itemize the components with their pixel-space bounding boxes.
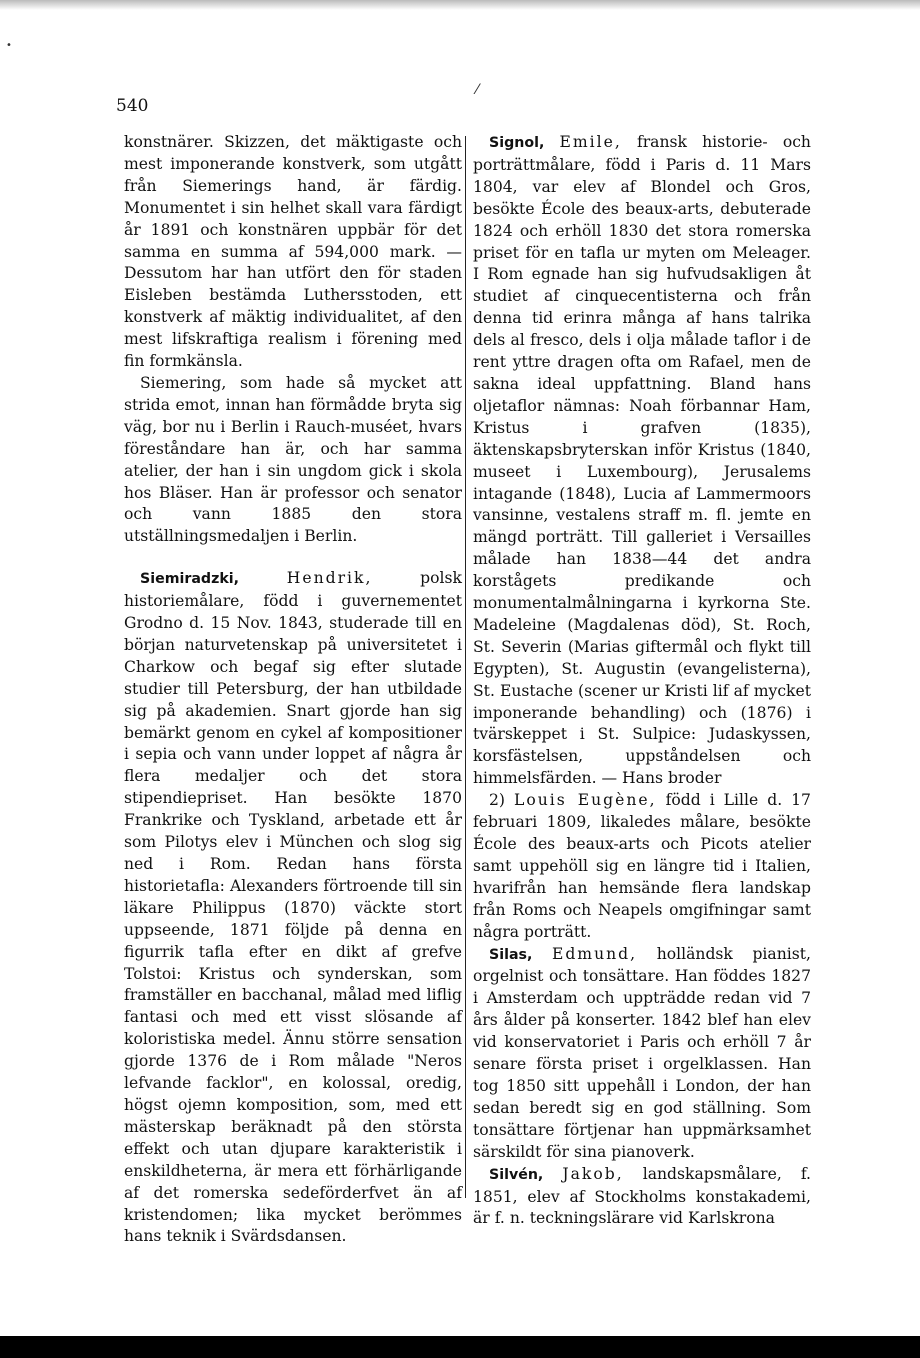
- scan-top-edge: [0, 0, 920, 10]
- entry-silven: [473, 1164, 811, 1231]
- scan-bottom-edge: [0, 1336, 920, 1358]
- entry-gap: [124, 548, 462, 568]
- page-number: 540: [116, 96, 149, 116]
- scan-mark: ⁄: [476, 82, 479, 98]
- given-name: Louis Eugène,: [514, 791, 657, 810]
- headword-silven: Silvén,: [489, 1166, 544, 1183]
- right-column: [473, 132, 811, 1230]
- paragraph-siemering-career: Siemering, som hade så mycket att strida emot, innan han förmådde bryta sig väg, bor nu i Berlin i Rauch-muséet, hvars föreståndare han är, och har samma atelier, der han i sin ungdom gick i skola hos Bläser. Han är professor och senator och vann 1885 den stora utställningsmedaljen i Berlin.: [124, 373, 462, 546]
- paragraph-siemering-continued: konstnärer. Skizzen, det mäktigaste och mest imponerande konstverk, som utgått från Siemerings hand, är färdig. Monumentet i sin helhet skall vara färdigt år 1891 och konstnären uppbär för det samma en summa af 594,000 mark. — Dessutom har han utfört den för staden Eisleben bestämda Luthersstoden, ett konstverk af mäktig individualitet, af den mest lifskraftiga realism i förening med fin formkänsla.: [124, 133, 462, 371]
- headword-signol: Signol,: [489, 135, 545, 151]
- column-divider: [465, 136, 466, 1198]
- given-name: Edmund,: [551, 944, 638, 963]
- entry-signol-brother: [473, 790, 811, 943]
- given-name: Hendrik,: [286, 569, 373, 588]
- entry-siemiradzki: [124, 568, 462, 1248]
- entry-number: 2): [489, 791, 506, 810]
- headword-silas: Silas,: [489, 946, 533, 963]
- left-column: [124, 132, 462, 1248]
- entry-silas: [473, 944, 811, 1164]
- entry-text: polsk historiemålare, född i guvernementet Grodno d. 15 Nov. 1843, studerade till en början naturvetenskap på universitetet i Charkow och begaf sig efter slutade studier till Petersburg, der han utbildade sig på akademien. Snart gjorde han sig bemärkt genom en cykel af kompositioner i sepia och vann under loppet af några år flera medaljer och det stora stipendiepriset. Han besökte 1870 Frankrike och Tyskland, arbetade ett år som Pilotys elev i München och slog sig ned i Rom. Redan hans första historietafla: Alexanders förtroende till sin läkare Philippus (1870) väckte stort uppseende, 1871 följde på denna en figurrik tafla efter en dikt af grefve Tolstoi: Kristus och synderskan, som framställer en bacchanal, målad med liflig fantasi och med ett visst slösande af koloristiska medel. Ännu större sensation gjorde 1376 de i Rom målade "Neros lefvande facklor", en kolossal, oredig, högst ojemn komposition, som, med ett mästerskap beräknadt på den största effekt och utan djupare karakteristik i enskildheterna, är mera ett förhärligande af det romerska sedeförderfvet än af kristendomen; lika mycket berömmes hans teknik i Svärdsdansen.: [124, 569, 462, 1246]
- headword-siemiradzki: Siemiradzki,: [140, 571, 240, 588]
- entry-text: landskapsmålare, f. 1851, elev af Stockholms konstakademi, är f. n. teckningslärare vid Karlskrona: [473, 1164, 811, 1228]
- given-name: Emile,: [559, 133, 622, 151]
- scan-speck: •: [6, 40, 12, 51]
- entry-text: född i Lille d. 17 februari 1809, likaledes målare, besökte École des beaux-arts och Picots atelier samt uppehöll sig en längre tid i Italien, hvarifrån han hemsände flera landskap från Roms och Neapels omgifningar samt några porträtt.: [473, 791, 811, 941]
- entry-text: holländsk pianist, orgelnist och tonsättare. Han föddes 1827 i Amsterdam och uppträdde redan vid 7 års ålder på konserter. 1842 blef han elev vid konservatoriet i Paris och erhöll 7 år senare första priset i orgelklassen. Han tog 1850 sitt uppehåll i London, der han sedan beredt sig en god ställning. Som tonsättare förtjenar han uppmärksamhet särskildt för sina pianoverk.: [473, 944, 811, 1161]
- given-name: Jakob,: [562, 1164, 624, 1183]
- entry-signol: [473, 132, 811, 790]
- entry-text: fransk historie- och porträttmålare, född i Paris d. 11 Mars 1804, var elev af Blondel och Gros, besökte École des beaux-arts, debuterade 1824 och erhöll 1830 det stora romerska priset för en tafla ur myten om Meleager. I Rom egnade han sig hufvudsakligen åt studiet af cinquecentisterna och från denna tid erinra många af hans talrika dels al fresco, dels i olja målade taflor i de rent yttre dragen ofta om Rafael, men de sakna ideal uppfattning. Bland hans oljetaflor nämnas: Noah förbannar Ham, Kristus i grafven (1835), äktenskapsbryterskan inför Kristus (1840, museet i Luxembourg), Jerusalems intagande (1848), Lucia af Lammermoors vansinne, vestalens straff m. fl. jemte en mängd porträtt. Till galleriet i Versailles målade han 1838—44 det andra korstågets predikande och monumentalmålningarna i kyrkorna Ste. Madeleine (Magdalenas död), St. Roch, St. Severin (Marias giftermål och flykt till Egypten), St. Augustin (evangelisterna), St. Eustache (scener ur Kristi lif af mycket imponerande behandling) och (1876) i tvärskeppet i St. Sulpice: Judaskyssen, korsfästelsen, uppståndelsen och himmelsfärden. — Hans broder: [473, 133, 811, 788]
